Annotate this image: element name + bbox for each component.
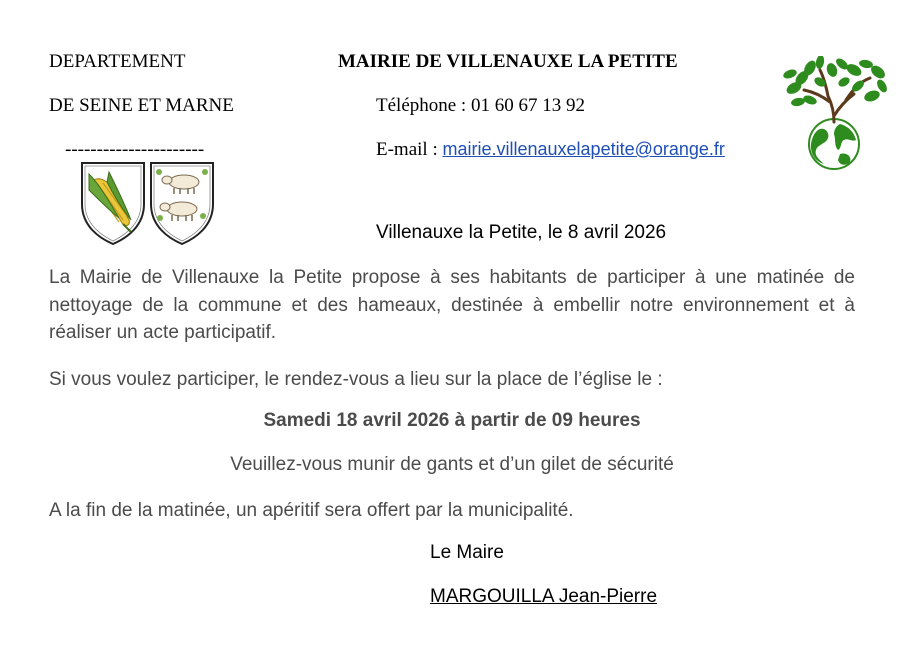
- email-line: [376, 139, 725, 161]
- closing-paragraph: A la fin de la matinée, un apéritif sera offert par la municipalité.: [49, 500, 574, 521]
- coat-of-arms-corn-icon: [79, 160, 147, 246]
- email-link[interactable]: mairie.villenauxelapetite@orange.fr: [442, 139, 725, 159]
- phone-line: Téléphone : 01 60 67 13 92: [376, 95, 585, 116]
- event-date: Samedi 18 avril 2026 à partir de 09 heures: [263, 410, 641, 431]
- coat-of-arms-sheep-icon: [148, 160, 216, 246]
- signature-role: Le Maire: [430, 542, 504, 563]
- tree-globe-logo-icon: [780, 56, 892, 172]
- intro-paragraph: La Mairie de Villenauxe la Petite propose à ses habitants de participer à une matinée de nettoyage de la commune et des hameaux, destinée à embellir notre environnement et à réaliser un acte participatif.: [49, 267, 855, 343]
- header-dashes: ----------------------: [65, 139, 205, 160]
- meeting-paragraph: Si vous voulez participer, le rendez-vous a lieu sur la place de l’église le :: [49, 369, 663, 390]
- page-title: MAIRIE DE VILLENAUXE LA PETITE: [338, 51, 678, 72]
- signature-name: MARGOUILLA Jean-Pierre: [430, 586, 658, 607]
- email-label: E-mail :: [376, 139, 443, 160]
- date-line: Villenauxe la Petite, le 8 avril 2026: [376, 222, 667, 243]
- equipment-note: Veuillez-vous munir de gants et d’un gilet de sécurité: [230, 454, 674, 475]
- department-name: DE SEINE ET MARNE: [49, 95, 234, 116]
- department-label: DEPARTEMENT: [49, 51, 186, 72]
